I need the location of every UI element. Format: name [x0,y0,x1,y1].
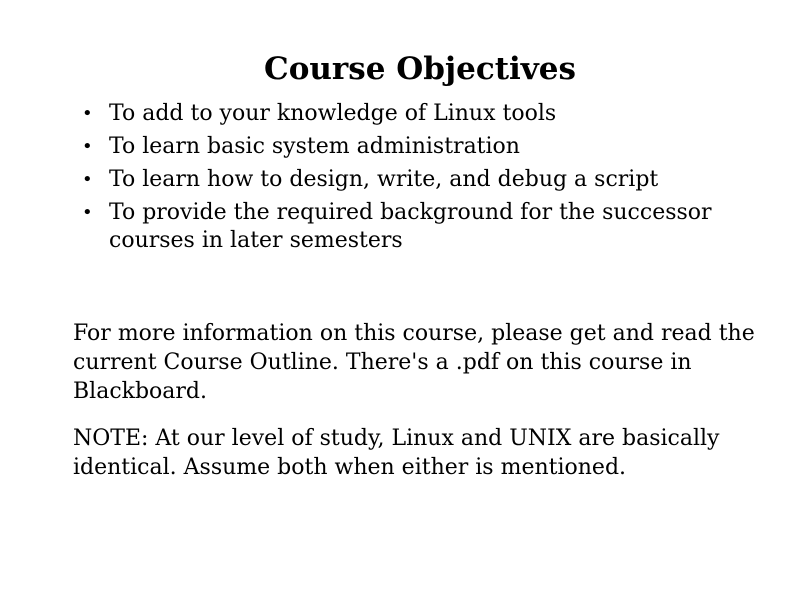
bullet-icon: • [82,136,93,157]
list-item [82,100,722,128]
list-item [82,199,722,255]
bullet-icon: • [82,202,93,223]
slide-title: Course Objectives [264,51,576,87]
note-paragraph: NOTE: At our level of study, Linux and UNIX are basically identical. Assume both when either is mentioned. [73,426,720,480]
list-item [82,133,722,161]
bullet-icon: • [82,103,93,124]
list-item-text: To provide the required background for the successor courses in later semesters [109,200,712,253]
list-item [82,166,722,194]
list-item-text: To learn how to design, write, and debug a script [109,167,659,192]
list-item-text: To learn basic system administration [109,134,520,159]
objectives-list [82,100,722,260]
bullet-icon: • [82,169,93,190]
info-paragraph: For more information on this course, please get and read the current Course Outline. There's a .pdf on this course in Blackboard. [73,321,755,404]
list-item-text: To add to your knowledge of Linux tools [109,101,557,126]
